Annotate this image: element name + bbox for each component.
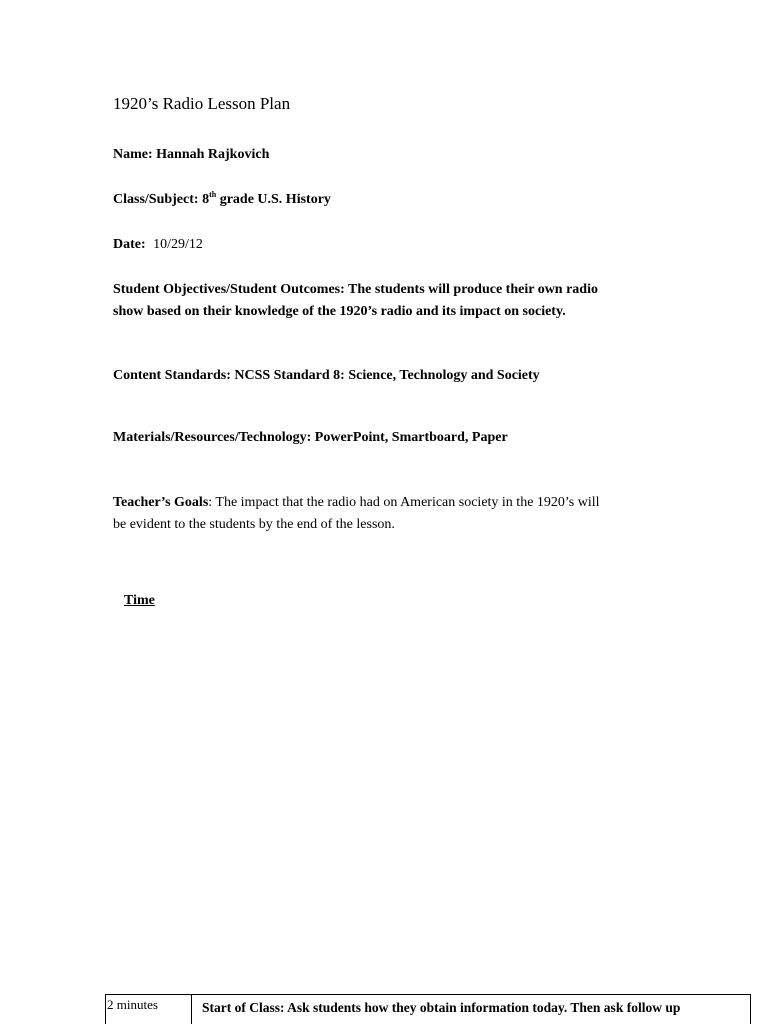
objectives-line-2: show based on their knowledge of the 1920’s radio and its impact on society. [113,304,566,319]
class-subject-field [113,189,653,211]
activity-cell: Start of Class: Ask students how they obtain information today. Then ask follow up [192,995,751,1024]
name-label: Name: [113,147,153,162]
student-objectives [113,279,653,323]
teacher-goals [113,492,653,536]
class-subject-label: Class/Subject: [113,192,199,207]
objectives-line-1: Student Objectives/Student Outcomes: The students will produce their own radio [113,282,598,297]
content-standards: Content Standards: NCSS Standard 8: Science, Technology and Society [113,368,540,383]
name-value: Hannah Rajkovich [156,147,270,162]
lesson-schedule-table [105,994,751,1024]
time-heading: Time [124,593,155,608]
class-subject-value: grade U.S. History [219,192,331,207]
teacher-goals-text: : The impact that the radio had on American society in the 1920’s will [208,495,600,510]
materials-resources: Materials/Resources/Technology: PowerPoint, Smartboard, Paper [113,430,508,445]
grade-ordinal: th [209,190,217,199]
document-title: 1920’s Radio Lesson Plan [113,94,291,113]
name-field [113,144,653,166]
grade-number: 8 [202,192,210,207]
teacher-goals-line-1 [113,492,653,514]
time-cell: 2 minutes [106,995,192,1024]
table-row [106,995,751,1024]
teacher-goals-line-2: be evident to the students by the end of the lesson. [113,517,395,532]
date-field [113,234,653,256]
teacher-goals-label: Teacher’s Goals [113,495,209,510]
date-value: 10/29/12 [153,237,203,252]
date-label: Date: [113,237,146,252]
